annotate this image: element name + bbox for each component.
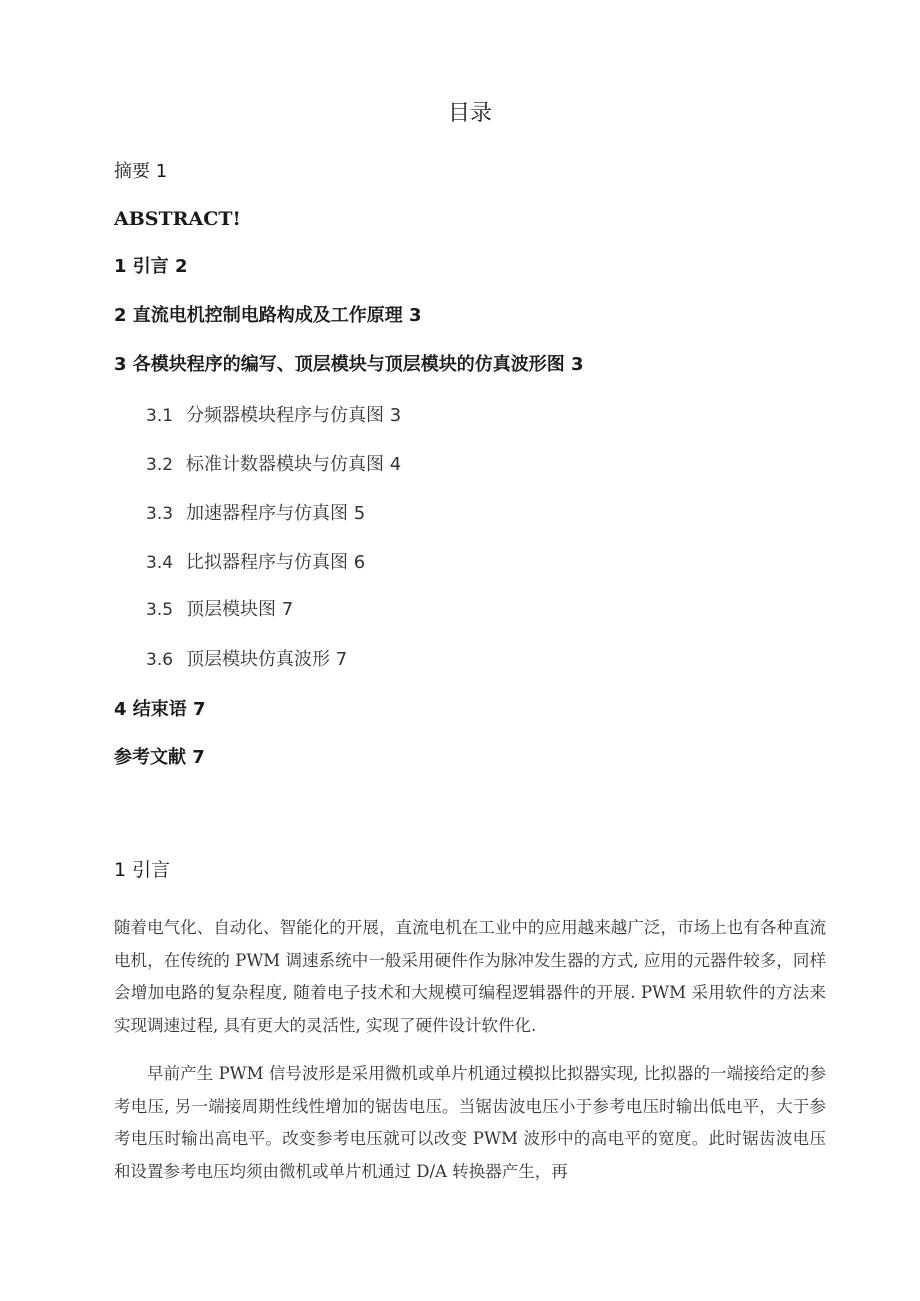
- toc-entry-introduction: 1 引言 2: [114, 256, 188, 277]
- toc-entry-chapter-2: 2 直流电机控制电路构成及工作原理 3: [114, 305, 422, 326]
- paragraph-text: 早前产生 PWM 信号波形是采用微机或单片机通过模拟比拟器实现, 比拟器的一端接给定的参考电压, 另一端接周期性线性增加的锯齿电压。当锯齿波电压小于参考电压时输出低电平，大于参考电压时输出高电平。改变参考电压就可以改变 PWM 波形中的高电平的宽度。此时锯齿波电压和设置参考电压均须由微机或单片机通过 D/A 转换器产生，再: [114, 1064, 826, 1181]
- toc-entry-3-3: [146, 501, 365, 527]
- body-paragraph-1: [114, 912, 826, 1042]
- toc-entry-number: 3.3: [146, 504, 174, 524]
- toc-entry-number: 3.1: [146, 406, 174, 426]
- toc-entry-text: 标准计数器模块与仿真图 4: [186, 454, 402, 475]
- toc-entry-3-6: [146, 647, 347, 673]
- toc-entry-number: 3.6: [146, 650, 174, 670]
- toc-entry-3-2: [146, 452, 401, 478]
- toc-entry-text: 顶层模块仿真波形 7: [186, 649, 348, 670]
- section-heading: 1 引言: [114, 859, 171, 881]
- toc-entry-chapter-3: 3 各模块程序的编写、顶层模块与顶层模块的仿真波形图 3: [114, 354, 584, 375]
- paragraph-text: 随着电气化、自动化、智能化的开展，直流电机在工业中的应用越来越广泛，市场上也有各种直流电机，在传统的 PWM 调速系统中一般采用硬件作为脉冲发生器的方式, 应用的元器件较多，同样会增加电路的复杂程度, 随着电子技术和大规模可编程逻辑器件的开展. PWM 采用软件的方法来实现调速过程, 具有更大的灵活性, 实现了硬件设计软件化.: [114, 918, 826, 1035]
- toc-entry-number: 3.4: [146, 553, 174, 573]
- toc-title: 目录: [447, 101, 492, 126]
- toc-entry-abstract-cn: 摘要 1: [114, 161, 168, 182]
- toc-entry-3-1: [146, 403, 401, 429]
- toc-entry-3-5: [146, 597, 293, 623]
- toc-entry-number: 3.5: [146, 600, 174, 620]
- toc-entry-references: 参考文献 7: [114, 747, 205, 768]
- toc-entry-text: 分频器模块程序与仿真图 3: [186, 405, 402, 426]
- toc-entry-text: 顶层模块图 7: [186, 599, 294, 620]
- toc-entry-number: 3.2: [146, 455, 174, 475]
- toc-entry-3-4: [146, 550, 365, 576]
- toc-entry-text: 比拟器程序与仿真图 6: [186, 552, 366, 573]
- toc-entry-abstract-en: ABSTRACT!: [114, 208, 241, 230]
- toc-entry-conclusion: 4 结束语 7: [114, 699, 206, 720]
- toc-entry-text: 加速器程序与仿真图 5: [186, 503, 366, 524]
- body-paragraph-2: [114, 1058, 826, 1188]
